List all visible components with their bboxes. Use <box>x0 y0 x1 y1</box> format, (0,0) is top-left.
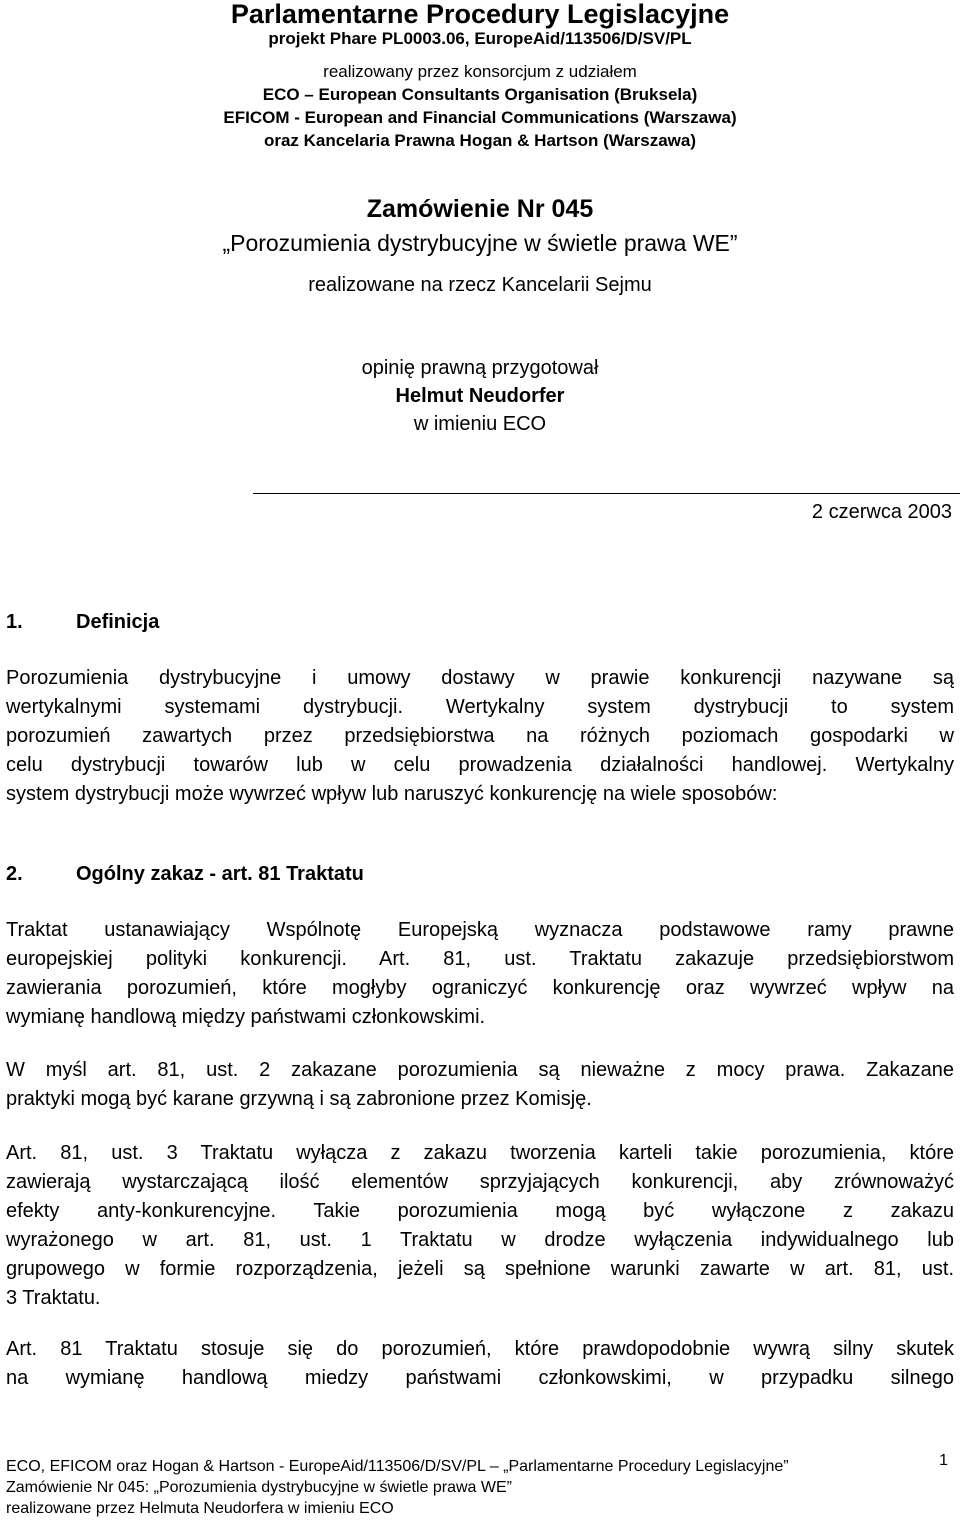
document-title: Parlamentarne Procedury Legislacyjne <box>230 0 730 29</box>
text-line: zawierania porozumień, które mogłyby ograniczyć konkurencję oraz wywrzeć wpływ na <box>6 977 954 999</box>
text-line: Traktat ustanawiający Wspólnotę Europejską wyznacza podstawowe ramy prawne <box>6 919 954 941</box>
order-recipient: realizowane na rzecz Kancelarii Sejmu <box>308 274 652 296</box>
page-footer <box>6 1452 954 1519</box>
text-line: wymianę handlową między państwami członkowskimi. <box>6 1006 486 1028</box>
text-line: porozumień zawartych przez przedsiębiorstwa na różnych poziomach gospodarki w <box>6 725 954 747</box>
project-reference: projekt Phare PL0003.06, EuropeAid/113506/D/SV/PL <box>268 29 692 48</box>
page-number: 1 <box>939 1452 948 1469</box>
text-line: W myśl art. 81, ust. 2 zakazane porozumienia są nieważne z mocy prawa. Zakazane <box>6 1059 954 1081</box>
section-2-paragraph-4 <box>6 1335 954 1393</box>
section-1-heading <box>6 608 159 636</box>
text-line: wertykalnymi systemami dystrybucji. Wertykalny system dystrybucji to system <box>6 696 954 718</box>
horizontal-rule <box>253 493 960 494</box>
text-line: system dystrybucji może wywrzeć wpływ lub naruszyć konkurencję na wiele sposobów: <box>6 783 778 805</box>
section-title: Ogólny zakaz - art. 81 Traktatu <box>76 863 364 885</box>
text-line: na wymianę handlową miedzy państwami członkowskimi, w przypadku silnego <box>6 1367 954 1389</box>
text-line: Porozumienia dystrybucyjne i umowy dostawy w prawie konkurencji nazywane są <box>6 667 954 689</box>
on-behalf-label: w imieniu ECO <box>413 413 547 435</box>
order-block <box>0 192 960 302</box>
section-2-heading <box>6 860 364 888</box>
text-line: wyrażonego w art. 81, ust. 1 Traktatu w drodze wyłączenia indywidualnego lub <box>6 1229 954 1251</box>
consortium-block <box>0 60 960 152</box>
document-date: 2 czerwca 2003 <box>811 501 952 523</box>
consortium-member-eficom: EFICOM - European and Financial Communications (Warszawa) <box>223 108 737 127</box>
text-line: efekty anty-konkurencyjne. Takie porozumienia mogą być wyłączone z zakazu <box>6 1200 954 1222</box>
prepared-by-label: opinię prawną przygotował <box>361 357 599 379</box>
section-title: Definicja <box>76 611 160 633</box>
consortium-member-hogan: oraz Kancelaria Prawna Hogan & Hartson (Warszawa) <box>263 131 697 150</box>
footer-line: realizowane przez Helmuta Neudorfera w imieniu ECO <box>6 1500 394 1517</box>
text-line: europejskiej polityki konkurencji. Art. 81, ust. Traktatu zakazuje przedsiębiorstwom <box>6 948 954 970</box>
consortium-member-eco: ECO – European Consultants Organisation (Bruksela) <box>262 85 698 104</box>
section-number: 1. <box>6 611 23 633</box>
author-name: Helmut Neudorfer <box>395 385 565 407</box>
section-2-paragraph-1 <box>6 916 954 1032</box>
text-line: celu dystrybucji towarów lub w celu prowadzenia działalności handlowej. Wertykalny <box>6 754 954 776</box>
text-line: zawierają wystarczającą ilość elementów sprzyjających konkurencji, aby zrównoważyć <box>6 1171 954 1193</box>
order-number: Zamówienie Nr 045 <box>366 195 594 223</box>
author-block <box>0 354 960 438</box>
section-number: 2. <box>6 863 23 885</box>
text-line: 3 Traktatu. <box>6 1287 101 1309</box>
section-2-paragraph-2 <box>6 1056 954 1114</box>
footer-line: Zamówienie Nr 045: „Porozumienia dystrybucyjne w świetle prawa WE” <box>6 1479 512 1496</box>
consortium-intro: realizowany przez konsorcjum z udziałem <box>323 62 637 81</box>
text-line: grupowego w formie rozporządzenia, jeżeli są spełnione warunki zawarte w art. 81, ust. <box>6 1258 954 1280</box>
text-line: Art. 81, ust. 3 Traktatu wyłącza z zakazu tworzenia karteli takie porozumienia, które <box>6 1142 954 1164</box>
text-line: Art. 81 Traktatu stosuje się do porozumień, które prawdopodobnie wywrą silny skutek <box>6 1338 954 1360</box>
footer-line: ECO, EFICOM oraz Hogan & Hartson - EuropeAid/113506/D/SV/PL – „Parlamentarne Procedury Legislacyjne” <box>6 1458 789 1475</box>
section-1-paragraph <box>6 664 954 809</box>
section-2-paragraph-3 <box>6 1139 954 1313</box>
order-title: „Porozumienia dystrybucyjne w świetle prawa WE” <box>222 230 738 256</box>
text-line: praktyki mogą być karane grzywną i są zabronione przez Komisję. <box>6 1088 592 1110</box>
